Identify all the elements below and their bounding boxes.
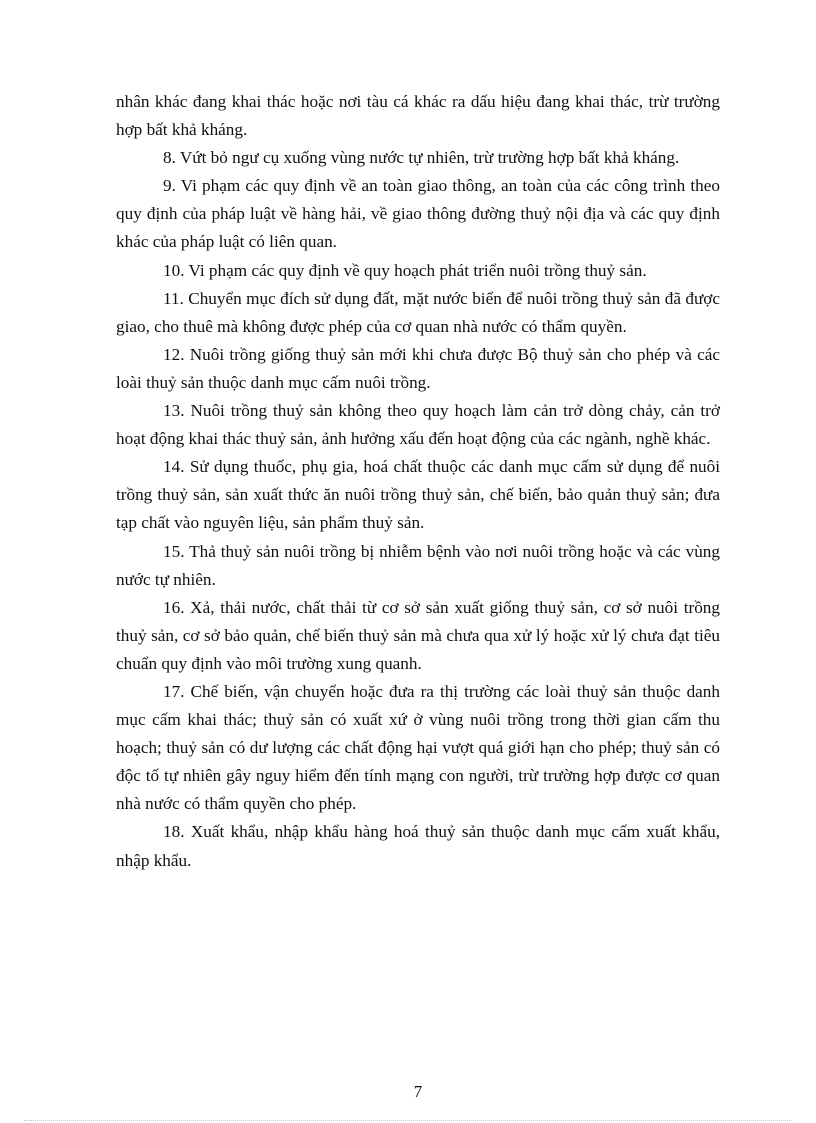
paragraph-item-16: 16. Xả, thải nước, chất thải từ cơ sở sản xuất giống thuỷ sản, cơ sở nuôi trồng thuỷ sản, cơ sở bảo quản, chế biến thuỷ sản mà chưa qua xử lý hoặc xử lý chưa đạt tiêu chuẩn quy định vào môi trường xung quanh. [116, 597, 720, 673]
document-body [116, 88, 720, 875]
paragraph-item-10: 10. Vi phạm các quy định về quy hoạch phát triển nuôi trồng thuỷ sản. [163, 260, 647, 280]
paragraph-item-8: 8. Vứt bỏ ngư cụ xuống vùng nước tự nhiên, trừ trường hợp bất khả kháng. [163, 148, 680, 168]
page-number: 7 [413, 1082, 423, 1101]
paragraph-item-11: 11. Chuyển mục đích sử dụng đất, mặt nước biển để nuôi trồng thuỷ sản đã được giao, cho thuê mà không được phép của cơ quan nhà nước có thẩm quyền. [116, 288, 720, 336]
paragraph-item-14: 14. Sử dụng thuốc, phụ gia, hoá chất thuộc các danh mục cấm sử dụng để nuôi trồng thuỷ sản, sản xuất thức ăn nuôi trồng thuỷ sản, chế biến, bảo quản thuỷ sản; đưa tạp chất vào nguyên liệu, sản phẩm thuỷ sản. [116, 457, 720, 533]
paragraph-item-18: 18. Xuất khẩu, nhập khẩu hàng hoá thuỷ sản thuộc danh mục cấm xuất khẩu, nhập khẩu. [116, 822, 720, 870]
paragraph-item-17: 17. Chế biến, vận chuyển hoặc đưa ra thị trường các loài thuỷ sản thuộc danh mục cấm khai thác; thuỷ sản có xuất xứ ở vùng nuôi trồng trong thời gian cấm thu hoạch; thuỷ sản có dư lượng các chất động hại vượt quá giới hạn cho phép; thuỷ sản có độc tố tự nhiên gây nguy hiểm đến tính mạng con người, trừ trường hợp được cơ quan nhà nước có thẩm quyền cho phép. [116, 681, 720, 814]
page-bottom-divider [24, 1120, 792, 1121]
paragraph-item-9: 9. Vi phạm các quy định về an toàn giao thông, an toàn của các công trình theo quy định của pháp luật về hàng hải, về giao thông đường thuỷ nội địa và các quy định khác của pháp luật có liên quan. [116, 176, 720, 252]
paragraph-item-15: 15. Thả thuỷ sản nuôi trồng bị nhiễm bệnh vào nơi nuôi trồng hoặc và các vùng nước tự nhiên. [116, 541, 720, 589]
paragraph-continued: nhân khác đang khai thác hoặc nơi tàu cá khác ra dấu hiệu đang khai thác, trừ trường hợp bất khả kháng. [116, 92, 720, 140]
paragraph-item-13: 13. Nuôi trồng thuỷ sản không theo quy hoạch làm cản trở dòng chảy, cản trở hoạt động khai thác thuỷ sản, ảnh hưởng xấu đến hoạt động của các ngành, nghề khác. [116, 401, 720, 449]
paragraph-item-12: 12. Nuôi trồng giống thuỷ sản mới khi chưa được Bộ thuỷ sản cho phép và các loài thuỷ sản thuộc danh mục cấm nuôi trồng. [116, 344, 720, 392]
